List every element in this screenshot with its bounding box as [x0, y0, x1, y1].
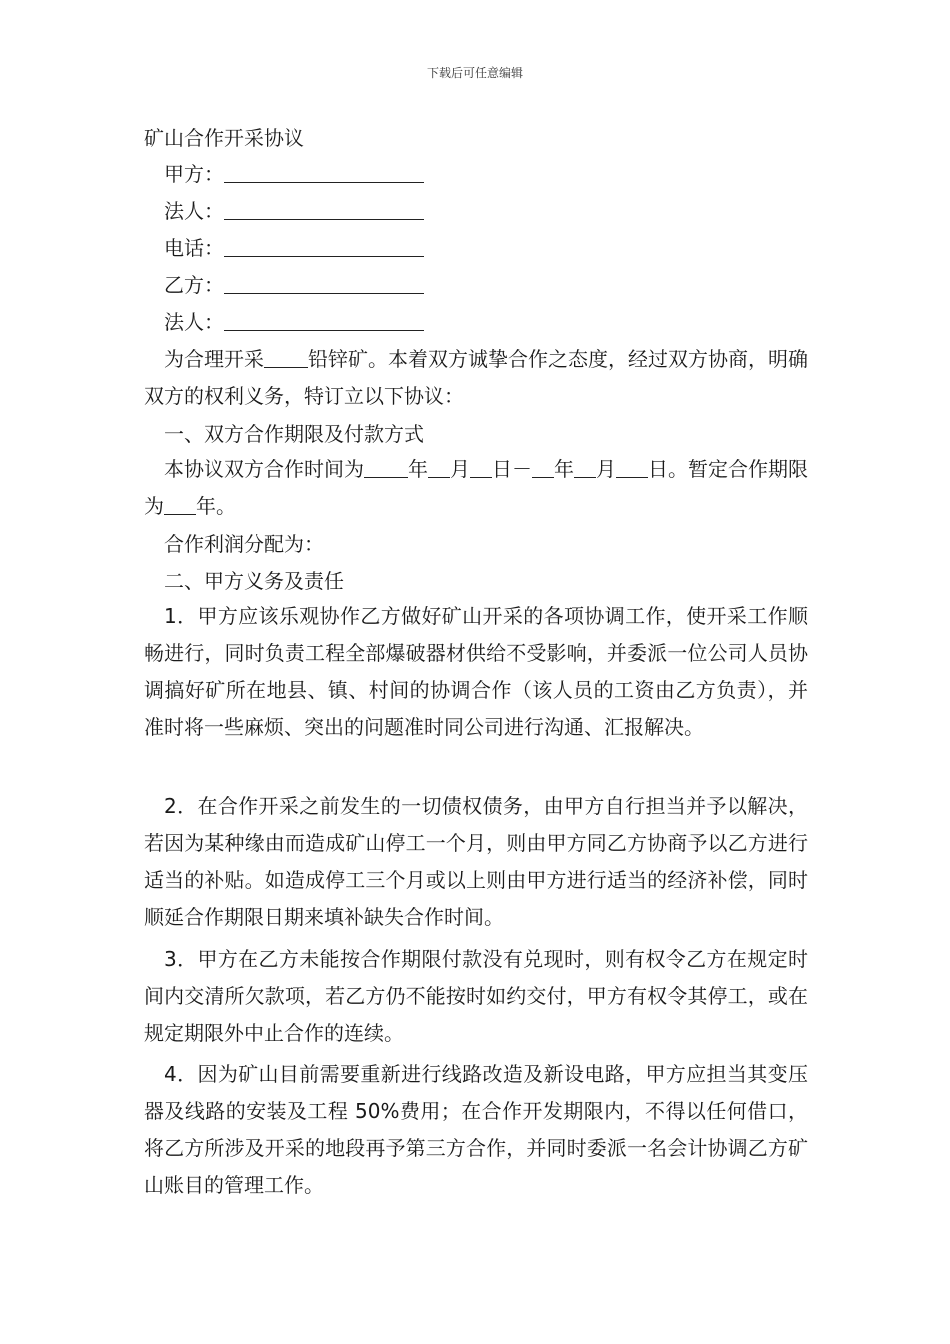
- term-month-label: 月: [450, 457, 470, 481]
- duration-blank[interactable]: [164, 494, 196, 515]
- term-day-label: 日－: [492, 457, 532, 481]
- page-header: 下载后可任意编辑: [426, 66, 523, 80]
- mine-name-blank[interactable]: [264, 347, 308, 368]
- fill-blank[interactable]: [224, 236, 424, 257]
- start-month-blank[interactable]: [428, 457, 450, 478]
- field-party-a: [164, 160, 424, 188]
- field-party-b: [164, 271, 424, 299]
- term-end-label: 年。: [196, 494, 236, 518]
- section-2-heading: 二、甲方义务及责任: [164, 569, 344, 593]
- clause-2: 2．在合作开采之前发生的一切债权债务，由甲方自行担当并予以解决，若因为某种缘由而造成矿山停工一个月，则由甲方同乙方协商予以乙方进行适当的补贴。如造成停工三个月或以上则由甲方进行适当的经济补偿，同时顺延合作期限日期来填补缺失合作时间。: [144, 794, 808, 929]
- field-label: 电话：: [164, 236, 224, 260]
- fill-blank[interactable]: [224, 310, 424, 331]
- section-1-heading: 一、双方合作期限及付款方式: [164, 422, 424, 446]
- field-label: 甲方：: [164, 162, 224, 186]
- intro-text-1: 为合理开采: [164, 347, 264, 371]
- end-month-blank[interactable]: [574, 457, 596, 478]
- term-paragraph: [144, 451, 808, 525]
- end-year-blank[interactable]: [532, 457, 554, 478]
- term-year-label: 年: [408, 457, 428, 481]
- field-phone: [164, 234, 424, 262]
- term-text: 本协议双方合作时间为: [164, 457, 364, 481]
- field-label: 乙方：: [164, 273, 224, 297]
- start-year-blank[interactable]: [364, 457, 408, 478]
- clause-1: 1．甲方应该乐观协作乙方做好矿山开采的各项协调工作，使开采工作顺畅进行，同时负责工程全部爆破器材供给不受影响，并委派一位公司人员协调搞好矿所在地县、镇、村间的协调合作（该人员的工资由乙方负责），并准时将一些麻烦、突出的问题准时同公司进行沟通、汇报解决。: [144, 604, 808, 739]
- field-legal-rep-a: [164, 197, 424, 225]
- document-title: 矿山合作开采协议: [144, 126, 304, 150]
- term-year-label: 年: [554, 457, 574, 481]
- clause-3: 3．甲方在乙方未能按合作期限付款没有兑现时，则有权令乙方在规定时间内交清所欠款项，若乙方仍不能按时如约交付，甲方有权令其停工，或在规定期限外中止合作的连续。: [144, 947, 808, 1045]
- fill-blank[interactable]: [224, 162, 424, 183]
- intro-text-2: 铅锌矿。本着双方诚挚合作之态度，经过双方协商，明确双方的权利义务，特订立以下协议：: [144, 347, 808, 408]
- term-day-end-label: 日。暂定合作期限为: [144, 457, 808, 518]
- term-month-label: 月: [596, 457, 616, 481]
- fill-blank[interactable]: [224, 199, 424, 220]
- field-label: 法人：: [164, 310, 224, 334]
- profit-distribution: 合作利润分配为：: [164, 532, 324, 556]
- field-label: 法人：: [164, 199, 224, 223]
- fill-blank[interactable]: [224, 273, 424, 294]
- clause-4: 4．因为矿山目前需要重新进行线路改造及新设电路，甲方应担当其变压器及线路的安装及工程 50%费用；在合作开发期限内，不得以任何借口，将乙方所涉及开采的地段再予第三方合作，并同时委派一名会计协调乙方矿山账目的管理工作。: [144, 1062, 808, 1197]
- end-day-blank[interactable]: [616, 457, 648, 478]
- field-legal-rep-b: [164, 308, 424, 336]
- intro-paragraph: [144, 341, 808, 415]
- start-day-blank[interactable]: [470, 457, 492, 478]
